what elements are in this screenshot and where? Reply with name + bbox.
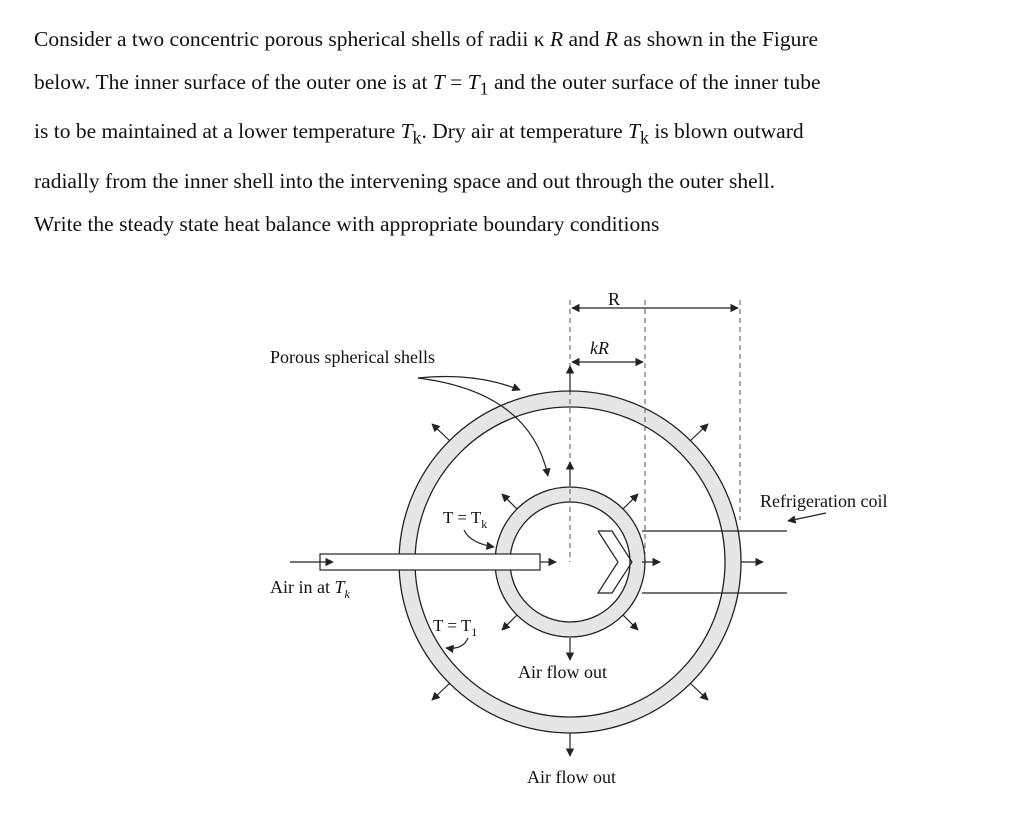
temperature-symbol: T — [628, 119, 640, 144]
air-inlet-tube — [320, 554, 540, 570]
subscript: k — [640, 127, 649, 148]
temperature-symbol: T — [432, 70, 445, 94]
problem-text: below. The inner surface of the outer one is at — [34, 70, 433, 94]
kappa-symbol: κ — [533, 27, 545, 51]
problem-text: Consider a two concentric porous spherical shells of radii — [34, 27, 534, 51]
refrigeration-coil-arrow — [788, 513, 826, 521]
problem-text: is blown outward — [648, 119, 804, 144]
air-flow-out-inner-label: Air flow out — [518, 662, 607, 682]
problem-text: . Dry air at temperature — [421, 119, 629, 144]
problem-text: and — [563, 27, 605, 51]
problem-line-5: Write the steady state heat balance with appropriate boundary conditions — [34, 211, 660, 236]
outer-flow-arrow-upper-right — [690, 424, 708, 441]
T-equals-T1-label: $T = T_1$ — [433, 616, 478, 639]
subscript: 1 — [479, 78, 489, 99]
air-in-label: Air in at $T_k$ — [270, 577, 350, 601]
air-flow-out-outer-label: Air flow out — [527, 767, 616, 787]
T-equals-Tk-label: $T = T_k$ — [443, 508, 488, 531]
problem-line-4: radially from the inner shell into the intervening space and out through the outer shell. — [34, 168, 775, 193]
radius-symbol: R — [604, 27, 619, 51]
porous-shells-label: Porous spherical shells — [270, 347, 435, 367]
problem-text: and the outer surface of the inner tube — [488, 70, 821, 94]
problem-text: as shown in the Figure — [618, 27, 819, 51]
radius-symbol: R — [549, 27, 564, 51]
outer-flow-arrow-lower-left — [432, 683, 450, 700]
problem-text: is to be maintained at a lower temperature — [34, 119, 401, 144]
R-label: R — [608, 289, 621, 309]
kR-label: kR — [590, 338, 609, 358]
outer-flow-arrow-lower-right — [690, 683, 708, 700]
temperature-symbol: T — [467, 70, 480, 94]
porous-label-arrow-outer — [418, 377, 520, 391]
refrigeration-coil-label: Refrigeration coil — [760, 491, 888, 511]
temperature-symbol: T — [400, 119, 413, 144]
subscript: k — [412, 127, 422, 148]
equals-sign: = — [444, 70, 468, 94]
outer-flow-arrow-upper-left — [432, 424, 450, 441]
